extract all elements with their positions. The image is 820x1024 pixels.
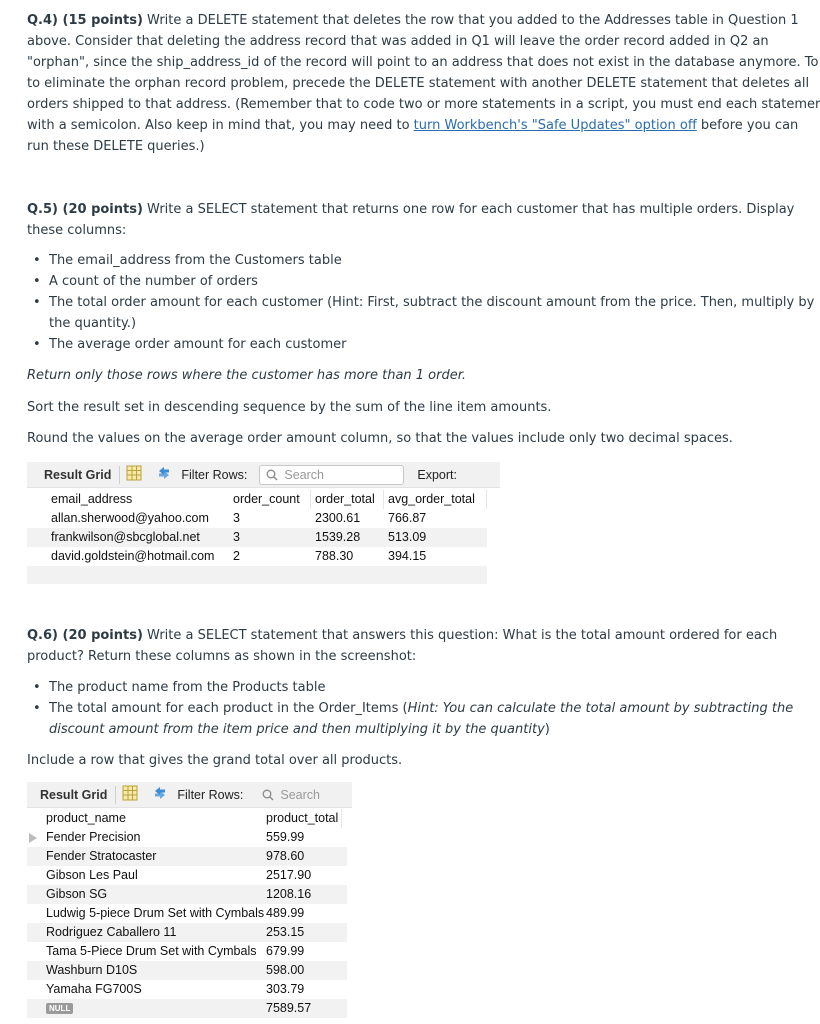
q5-result-grid <box>27 462 500 586</box>
list-item: • The product name from the Products table <box>27 677 793 698</box>
q5-table <box>27 490 487 584</box>
table-row-grand-total[interactable]: NULL 7589.57 <box>27 999 347 1018</box>
table-row[interactable]: Rodriguez Caballero 11 253.15 <box>27 923 347 942</box>
table-row-empty <box>27 566 487 584</box>
grid-view-icon[interactable] <box>122 785 138 804</box>
list-item: • The total amount for each product in the Order_Items (Hint: You can calculate the total amount by subtracting the discount amount from the item price and then multiplying it by the quantity) <box>27 698 793 740</box>
q4-line-1: Q.4) (15 points) Write a DELETE statement that deletes the row that you added to the Addresses table in Question 1 <box>27 13 799 28</box>
q4-line-3: "orphan", since the ship_address_id of the record will point to an address that does not exist in the database anymore. To <box>27 55 819 70</box>
list-item: • The average order amount for each customer <box>27 334 814 355</box>
result-grid-title: Result Grid <box>44 467 112 482</box>
result-grid-title: Result Grid <box>40 787 108 802</box>
table-row[interactable]: david.goldstein@hotmail.com 2 788.30 394.15 <box>51 549 427 563</box>
q4-line-4: to eliminate the orphan record problem, precede the DELETE statement with another DELETE statement that deletes all <box>27 76 810 91</box>
filter-rows-label: Filter Rows: <box>177 787 244 802</box>
q6-result-grid <box>27 782 352 1015</box>
null-badge: NULL <box>46 1003 73 1014</box>
refresh-icon[interactable] <box>156 466 172 483</box>
table-row[interactable]: Fender Precision 559.99 <box>27 828 347 847</box>
q4-line-7: run these DELETE queries.) <box>27 139 205 154</box>
column-header-email-address[interactable]: email_address <box>51 492 133 506</box>
q4-line-2: above. Consider that deleting the address record that was added in Q1 will leave the order record added in Q2 an <box>27 34 769 49</box>
q4-line-6: with a semicolon. Also keep in mind that, you may need to turn Workbench's "Safe Updates" option off before you can <box>27 118 799 133</box>
q5-title: Q.5) (20 points) Write a SELECT statement that returns one row for each customer that has multiple orders. Display these columns: <box>27 202 795 238</box>
q5-note-sort: Sort the result set in descending sequence by the sum of the line item amounts. <box>27 400 552 415</box>
filter-rows-label: Filter Rows: <box>181 467 248 482</box>
list-item: • The total order amount for each customer (Hint: First, subtract the discount amount from the price. Then, multiply by the quantity.) <box>27 292 814 334</box>
q4-paragraph <box>27 10 820 157</box>
search-icon <box>262 789 274 801</box>
export-label[interactable]: Export: <box>417 467 457 482</box>
table-row[interactable]: Washburn D10S 598.00 <box>27 961 347 980</box>
grid-view-icon[interactable] <box>126 465 142 484</box>
row-pointer-icon <box>27 832 39 844</box>
list-item: • The email_address from the Customers table <box>27 250 814 271</box>
table-row[interactable]: Tama 5-Piece Drum Set with Cymbals 679.99 <box>46 944 305 958</box>
result-grid-toolbar <box>27 462 500 488</box>
search-input[interactable]: Search <box>255 785 327 805</box>
table-row[interactable]: frankwilson@sbcglobal.net 3 1539.28 513.09 <box>27 528 487 547</box>
table-row[interactable]: Ludwig 5-piece Drum Set with Cymbals 489.99 <box>46 906 305 920</box>
table-row[interactable]: Fender Stratocaster 978.60 <box>27 847 347 866</box>
safe-updates-link[interactable]: turn Workbench's "Safe Updates" option off <box>413 118 697 133</box>
column-header-order-total[interactable]: order_total <box>311 490 384 509</box>
column-header-order-count[interactable]: order_count <box>229 490 311 509</box>
search-icon <box>266 469 278 481</box>
q6-title: Q.6) (20 points) Write a SELECT statement that answers this question: What is the total amount ordered for each product? Return these columns as shown in the screenshot: <box>27 628 778 664</box>
table-row[interactable]: Gibson SG 1208.16 <box>27 885 347 904</box>
list-item: • A count of the number of orders <box>27 271 814 292</box>
column-header-product-total[interactable]: product_total <box>262 809 342 828</box>
q6-bullet-list <box>27 677 793 740</box>
q6-note-total: Include a row that gives the grand total over all products. <box>27 753 403 768</box>
column-header-avg-order-total[interactable]: avg_order_total <box>384 490 487 509</box>
table-header-row <box>27 490 487 509</box>
q6-table <box>27 809 347 1018</box>
table-header-row <box>27 809 347 828</box>
q4-line-5: orders shipped to that address. (Remember that to code two or more statements in a script, you must end each statemer <box>27 97 820 112</box>
q5-note-round: Round the values on the average order amount column, so that the values include only two decimal spaces. <box>27 431 733 446</box>
column-header-product-name[interactable]: product_name <box>46 811 126 825</box>
table-row[interactable]: allan.sherwood@yahoo.com 3 2300.61 766.87 <box>51 511 427 525</box>
q5-bullet-list <box>27 250 814 355</box>
result-grid-toolbar <box>27 782 352 808</box>
table-row[interactable]: Gibson Les Paul 2517.90 <box>46 868 312 882</box>
q5-note-filter: Return only those rows where the customer has more than 1 order. <box>27 368 467 383</box>
search-input[interactable]: Search <box>259 465 404 485</box>
refresh-icon[interactable] <box>152 786 168 803</box>
table-row[interactable]: Yamaha FG700S 303.79 <box>46 982 305 996</box>
